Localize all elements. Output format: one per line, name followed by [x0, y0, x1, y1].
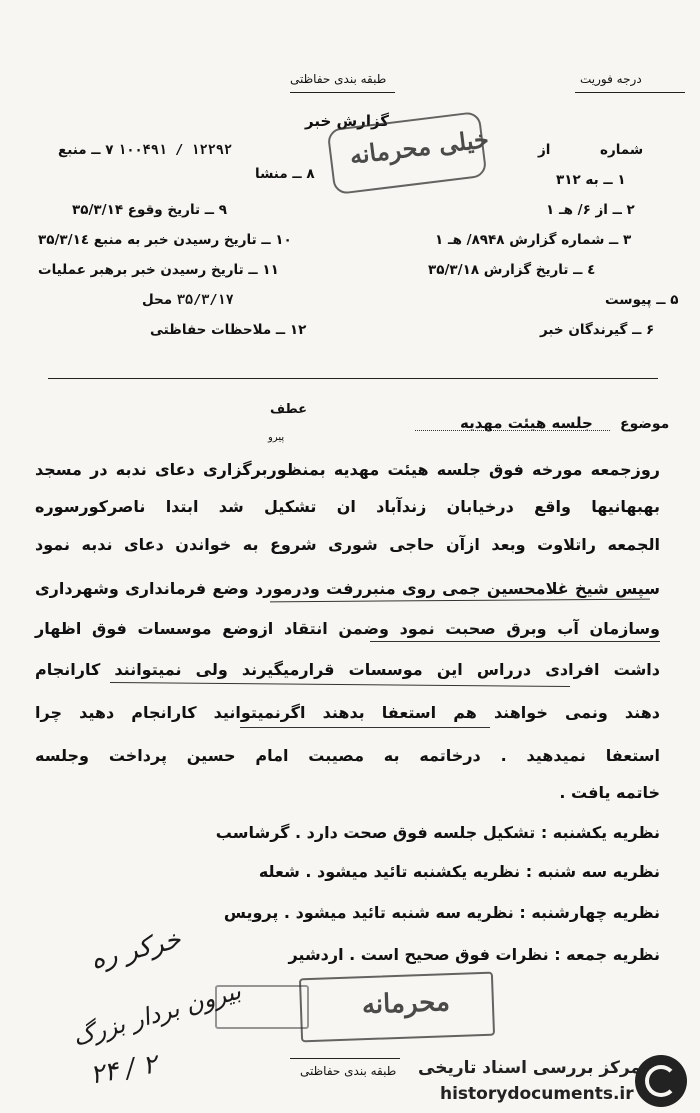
field-number-label: شماره	[600, 142, 644, 158]
opinion-wednesday: نظریه چهارشنبه : نظریه سه شنبه تائید میشود . پرویس	[223, 903, 660, 922]
field-1: ۱ ــ به ۳۱۲	[556, 172, 626, 188]
field-10: ۱۰ ــ تاریخ رسیدن خبر به منبع ۳۵/۳/۱٤	[38, 232, 292, 248]
body-line: الجمعه راتلاوت وبعد ازآن حاجی شوری شروع به خواندن دعای ندبه نمود	[35, 535, 660, 554]
subject-underline	[415, 430, 610, 431]
classification-bottom: طبقه بندی حفاظتی	[300, 1064, 397, 1078]
section-divider	[48, 378, 658, 379]
divider	[290, 1058, 400, 1059]
source-number: ۱۲۲۹۲ / ۱۰۰۴۹۱	[118, 142, 232, 158]
divider	[575, 92, 685, 93]
report-title: گزارش خبر	[305, 112, 390, 130]
handwriting-note-1: خرکر ره	[87, 924, 184, 976]
field-11-value: ۳۵/۳/۱۷	[176, 292, 234, 308]
opinion-tuesday: نظریه سه شنبه : نظریه یکشنبه تائید میشود . شعله	[258, 862, 660, 881]
divider	[290, 92, 395, 93]
field-11-mahal: محل	[142, 292, 173, 308]
archive-logo-ring	[645, 1065, 677, 1097]
urgency-label: درجه فوریت	[580, 72, 642, 86]
handwritten-underline	[110, 682, 570, 687]
ref-sub-label: پیرو	[268, 432, 285, 443]
body-line: خاتمه یافت .	[559, 783, 660, 802]
field-8: ۸ ــ منشا	[255, 166, 315, 182]
field-5: ۵ ــ پیوست	[605, 292, 679, 308]
field-6: ۶ ــ گیرندگان خبر	[540, 322, 655, 338]
bottom-stamp	[299, 972, 495, 1043]
field-11-location	[120, 292, 234, 308]
field-9: ۹ ــ تاریخ وقوع ۳۵/۳/۱۴	[72, 202, 227, 218]
archive-logo-icon	[635, 1055, 687, 1107]
subject-value: جلسه هیئت مهدیه	[460, 414, 593, 432]
body-line: دهند ونمی خواهند هم استعفا بدهند اگرنمیتوانید کارانجام دهید چرا	[35, 703, 660, 722]
body-line: استعفا نمیدهید . درخاتمه به مصیبت امام حسین پرداخت وجلسه	[35, 746, 660, 765]
field-11: ۱۱ ــ تاریخ رسیدن خبر برهبر عملیات	[38, 262, 279, 278]
field-7-label: ۷ ــ منبع	[58, 142, 114, 158]
handwritten-underline	[370, 641, 660, 642]
body-line: داشت افرادی درراس این موسسات قرارمیگیرند ولی نمیتوانند کارانجام	[35, 660, 660, 679]
field-from-label: از	[538, 142, 551, 158]
field-12: ۱۲ ــ ملاحظات حفاظتی	[150, 322, 307, 338]
handwritten-underline	[240, 727, 490, 728]
field-3: ۳ ــ شماره گزارش ۸۹۴۸/ هـ ۱	[435, 232, 632, 248]
body-line: سپس شیخ غلامحسین جمی روی منبررفت ودرمورد وضع فرمانداری وشهرداری	[35, 579, 660, 598]
body-line: بهبهانیها واقع درخیابان زندآباد ان تشکیل شد ابتدا ناصرکورسوره	[35, 497, 660, 516]
watermark-title: مرکز بررسی اسناد تاریخی	[418, 1058, 641, 1078]
body-line: روزجمعه مورخه فوق جلسه هیئت مهدیه بمنظوربرگزاری دعای ندبه در مسجد	[35, 460, 660, 479]
ref-label: عطف	[270, 402, 308, 417]
handwritten-underline	[270, 599, 650, 603]
body-line: وسازمان آب وبرق صحبت نمود وضمن انتقاد ازوضع موسسات فوق اظهار	[35, 619, 660, 638]
opinion-sunday: نظریه یکشنبه : تشکیل جلسه فوق صحت دارد . گرشاسب	[215, 823, 660, 842]
opinion-friday: نظریه جمعه : نظرات فوق صحیح است . اردشیر	[288, 945, 660, 964]
stamp-text: خیلی محرمانه	[348, 124, 491, 170]
subject-label: موضوع	[620, 416, 670, 432]
bottom-stamp-text: محرمانه	[361, 987, 451, 1021]
watermark-url[interactable]: historydocuments.ir	[440, 1084, 634, 1104]
field-7	[50, 142, 232, 158]
handwriting-note-2: بیرون بردار بزرگ	[69, 976, 244, 1052]
handwriting-note-3: ۲۴ / ۲	[87, 1049, 160, 1091]
field-2: ۲ ــ از ۶/ هـ ۱	[546, 202, 635, 218]
field-4: ٤ ــ تاریخ گزارش ۳۵/۳/۱۸	[428, 262, 596, 278]
classification-top: طبقه بندی حفاظتی	[290, 72, 387, 86]
